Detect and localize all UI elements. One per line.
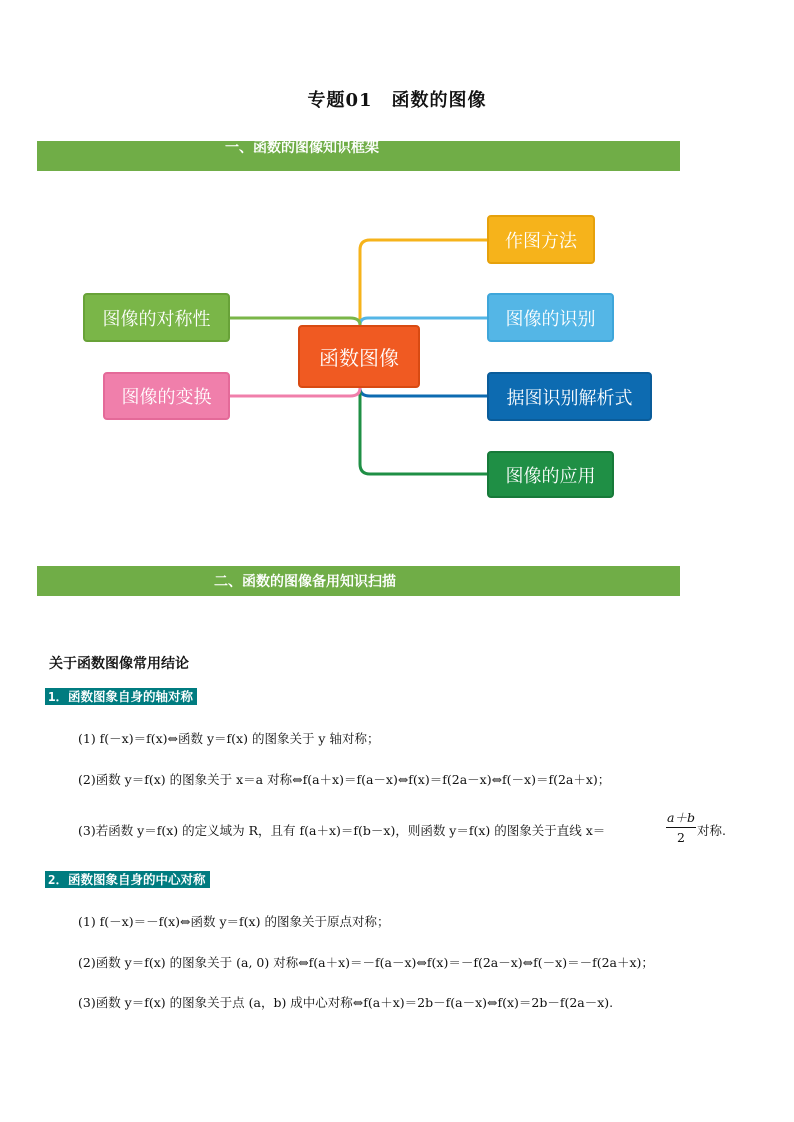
connector-recognition [360, 318, 487, 325]
formula-line: (2)函数 y＝f(x) 的图象关于 (a, 0) 对称⇔f(a＋x)＝－f(a－x)⇔f(x)＝－f(2a－x)⇔f(－x)＝－f(2a＋x)； [78, 955, 654, 970]
fraction [666, 808, 696, 845]
heading-badge-axis-symmetry: 1．函数图象自身的轴对称 [45, 688, 197, 705]
mindmap-node-transform: 图像的变换 [103, 372, 230, 420]
mindmap-node-application: 图像的应用 [487, 451, 614, 498]
fraction-denominator: 2 [677, 830, 685, 845]
mindmap-node-formula: 据图识别解析式 [487, 372, 652, 421]
page-title: 专题01 函数的图像 [307, 90, 487, 111]
connector-symmetry [230, 318, 360, 325]
formula-line: (1) f(－x)＝f(x)⇔函数 y＝f(x) 的图象关于 y 轴对称； [78, 731, 380, 746]
section-banner-knowledge [37, 566, 680, 596]
section-title: 一、函数的图像知识框架 [225, 140, 379, 156]
formula-text: (3)若函数 y＝f(x) 的定义域为 R，且有 f(a＋x)＝f(b－x)，则函数 y＝f(x) 的图象关于直线 x＝ [78, 823, 606, 838]
formula-tail: 对称. [697, 823, 726, 838]
fraction-numerator: a＋b [666, 808, 696, 828]
mindmap-connectors [0, 0, 794, 560]
mindmap-node-drawing-method: 作图方法 [487, 215, 595, 264]
mindmap-center-node: 函数图像 [298, 325, 420, 388]
formula-line: (3)函数 y＝f(x) 的图象关于点 (a，b) 成中心对称⇔f(a＋x)＝2b－f(a－x)⇔f(x)＝2b－f(2a－x). [78, 995, 614, 1010]
subsection-title: 关于函数图像常用结论 [49, 656, 189, 672]
connector-transform [230, 388, 360, 396]
section-banner-framework [37, 141, 680, 171]
connector-formula [360, 388, 487, 396]
mindmap-node-symmetry: 图像的对称性 [83, 293, 230, 342]
formula-line: (1) f(－x)＝－f(x)⇔函数 y＝f(x) 的图象关于原点对称； [78, 914, 390, 929]
connector-drawing-method [360, 240, 487, 325]
mindmap-node-recognition: 图像的识别 [487, 293, 614, 342]
connector-application [360, 388, 487, 474]
formula-line: (2)函数 y＝f(x) 的图象关于 x＝a 对称⇔f(a＋x)＝f(a－x)⇔f(x)＝f(2a－x)⇔f(－x)＝f(2a＋x)； [78, 772, 611, 787]
formula-line [78, 821, 605, 839]
section-title: 二、函数的图像备用知识扫描 [214, 574, 396, 590]
heading-badge-center-symmetry: 2．函数图象自身的中心对称 [45, 871, 210, 888]
